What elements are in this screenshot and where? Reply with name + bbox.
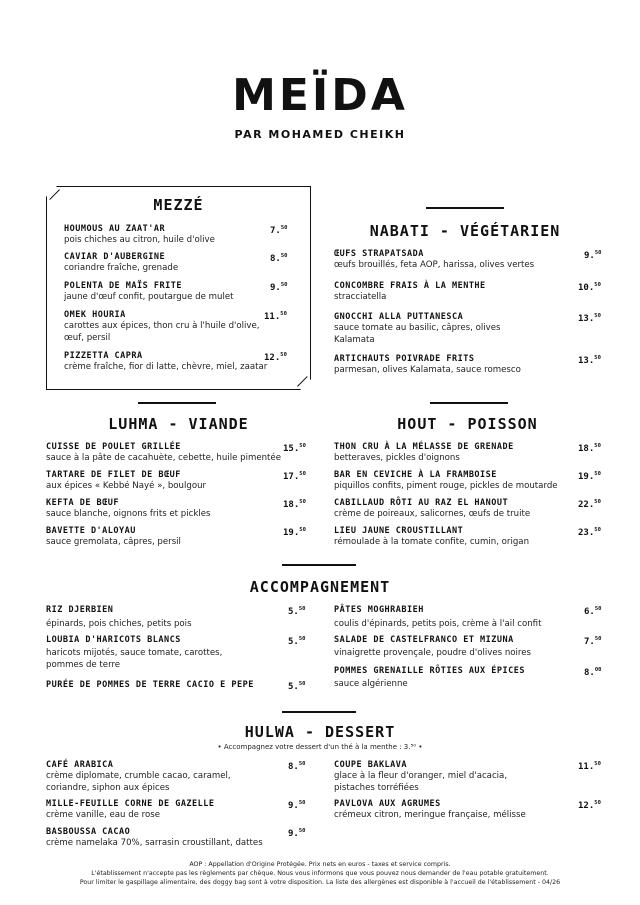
menu-item <box>334 497 574 521</box>
item-price: 9.50 <box>288 800 306 811</box>
item-price: 9.50 <box>584 250 602 261</box>
item-desc: glace à la fleur d'oranger, miel d'acacia, pistaches torréfiées <box>334 771 508 793</box>
menu-item <box>334 798 574 822</box>
item-price: 6.50 <box>584 606 602 617</box>
item-desc: jaune d'œuf confit, poutargue de mulet <box>64 292 234 302</box>
item-name: LIEU JAUNE CROUSTILLANT <box>334 526 464 536</box>
item-desc: parmesan, olives Kalamata, sauce romesco <box>334 365 521 375</box>
menu-item <box>334 665 579 691</box>
item-price: 12.50 <box>578 800 601 811</box>
item-desc: œufs brouillés, feta AOP, harissa, olives vertes <box>334 260 535 270</box>
menu-item <box>46 798 286 822</box>
section-rule <box>430 402 508 404</box>
item-name: LOUBIA D'HARICOTS BLANCS <box>46 635 181 645</box>
footer-legal-1: AOP : Appellation d'Origine Protégée. Prix nets en euros - taxes et service compris. <box>189 861 451 868</box>
restaurant-logo: MEÏDA <box>232 70 408 121</box>
item-price: 8.50 <box>288 761 306 772</box>
item-price: 11.50 <box>264 311 287 322</box>
dessert-tea-note: • Accompagnez votre dessert d'un thé à la menthe : 3.⁵⁰ • <box>217 743 423 751</box>
item-name: CAFÉ ARABICA <box>46 760 114 770</box>
item-price: 7.50 <box>584 636 602 647</box>
item-price: 13.50 <box>578 313 601 324</box>
item-price: 19.50 <box>283 527 306 538</box>
accompagnement-title: ACCOMPAGNEMENT <box>249 578 391 596</box>
item-name: PURÉE DE POMMES DE TERRE CACIO E PEPE <box>46 680 254 690</box>
item-desc: piquillos confits, piment rouge, pickles de moutarde <box>334 481 558 491</box>
section-rule <box>426 207 504 209</box>
item-price: 10.50 <box>578 282 601 293</box>
item-desc: haricots mijotés, sauce tomate, carottes, pommes de terre <box>46 648 223 670</box>
item-name: TARTARE DE FILET DE BŒUF <box>46 470 181 480</box>
item-name: RIZ DJERBIEN <box>46 605 114 615</box>
menu-item <box>334 634 574 660</box>
item-desc: aux épices « Kebbé Nayé », boulgour <box>46 481 207 491</box>
menu-item <box>334 759 534 794</box>
item-desc: crème vanille, eau de rose <box>46 810 161 820</box>
item-price: 15.50 <box>283 443 306 454</box>
item-name: COUPE BAKLAVA <box>334 760 408 770</box>
item-name: PÂTES MOGHRABIEH <box>334 605 424 615</box>
menu-item <box>46 525 276 549</box>
item-desc: rémoulade à la tomate confite, cumin, origan <box>334 537 530 547</box>
item-name: PIZZETTA CAPRA <box>64 351 143 361</box>
item-price: 17.50 <box>283 471 306 482</box>
item-desc: betteraves, pickles d'oignons <box>334 453 460 463</box>
item-desc: épinards, pois chiches, petits pois <box>46 619 192 629</box>
menu-item <box>46 826 286 850</box>
mezze-title: MEZZÉ <box>153 196 204 214</box>
item-price: 5.50 <box>288 606 306 617</box>
luhma-title: LUHMA - VIANDE <box>108 415 249 433</box>
item-desc: sauce gremolata, câpres, persil <box>46 537 181 547</box>
menu-item <box>334 604 574 631</box>
item-price: 5.50 <box>288 681 306 692</box>
item-desc: coulis d'épinards, petits pois, crème à l'ail confit <box>334 619 542 629</box>
item-desc: crémeux citron, meringue française, mélisse <box>334 810 526 820</box>
menu-item <box>46 679 286 691</box>
item-price: 12.50 <box>264 352 287 363</box>
menu-item <box>334 441 574 465</box>
item-desc: crème fraîche, fior di latte, chèvre, miel, zaatar <box>64 362 268 372</box>
footer-legal-2: L'établissement n'accepte pas les règlements par chèque. Nous vous informons que vous pouvez nous demander de l'eau potable gratuitement. <box>91 870 549 877</box>
hout-title: HOUT - POISSON <box>397 415 538 433</box>
item-name: POLENTA DE MAÏS FRITE <box>64 281 182 291</box>
menu-item <box>334 525 574 549</box>
item-name: BAVETTE D'ALOYAU <box>46 526 136 536</box>
menu-item <box>64 350 274 374</box>
item-desc: sauce blanche, oignons frits et pickles <box>46 509 211 519</box>
menu-item <box>46 634 256 671</box>
item-desc: pois chiches au citron, huile d'olive <box>64 235 215 245</box>
item-desc: sauce à la pâte de cacahuète, cebette, huile pimentée <box>46 453 282 463</box>
menu-item <box>334 469 574 493</box>
item-name: CONCOMBRE FRAIS À LA MENTHE <box>334 281 486 291</box>
menu-item <box>334 353 574 377</box>
hulwa-title: HULWA - DESSERT <box>244 723 396 741</box>
nabati-title: NABATI - VÉGÉTARIEN <box>369 222 561 240</box>
item-name: SALADE DE CASTELFRANCO ET MIZUNA <box>334 635 514 645</box>
item-desc: coriandre fraîche, grenade <box>64 263 179 273</box>
item-name: PAVLOVA AUX AGRUMES <box>334 799 441 809</box>
item-desc: crème namelaka 70%, sarrasin croustillant, dattes <box>46 838 263 848</box>
item-desc: sauce algérienne <box>334 679 408 689</box>
item-desc: stracciatella <box>334 292 387 302</box>
item-price: 9.50 <box>288 828 306 839</box>
item-desc: carottes aux épices, thon cru à l'huile d'olive, œuf, persil <box>64 321 260 343</box>
item-price: 8.00 <box>584 667 602 678</box>
item-desc: sauce tomate au basilic, câpres, olives Kalamata <box>334 323 501 345</box>
item-price: 18.50 <box>578 443 601 454</box>
footer-legal-3: Pour limiter le gaspillage alimentaire, des doggy bag sont à votre disposition. La liste des allergènes est disponible à l'accueil de l'établissement - 04/26 <box>79 879 561 886</box>
menu-item <box>64 251 264 275</box>
menu-item <box>46 497 276 521</box>
menu-item <box>334 248 574 272</box>
menu-item <box>334 280 574 304</box>
item-price: 5.50 <box>288 636 306 647</box>
item-desc: vinaigrette provençale, poudre d'olives noires <box>334 648 532 658</box>
item-price: 9.50 <box>270 282 288 293</box>
menu-item <box>64 309 269 344</box>
item-price: 8.50 <box>270 253 288 264</box>
item-price: 7.50 <box>270 225 288 236</box>
item-desc: crème de poireaux, salicornes, œufs de truite <box>334 509 531 519</box>
section-rule <box>282 564 356 566</box>
item-name: CUISSE DE POULET GRILLÉE <box>46 442 181 452</box>
item-price: 23.50 <box>578 527 601 538</box>
menu-item <box>64 280 264 304</box>
item-name: HOUMOUS AU ZAAT'AR <box>64 224 166 234</box>
menu-item <box>334 311 534 346</box>
item-name: POMMES GRENAILLE RÔTIES AUX ÉPICES <box>334 666 525 676</box>
menu-item <box>46 441 286 465</box>
menu-item <box>46 469 276 493</box>
section-rule <box>282 711 356 713</box>
item-name: BAR EN CEVICHE À LA FRAMBOISE <box>334 470 497 480</box>
item-name: KEFTA DE BŒUF <box>46 498 120 508</box>
section-rule <box>138 402 216 404</box>
item-name: GNOCCHI ALLA PUTTANESCA <box>334 312 464 322</box>
item-price: 22.50 <box>578 499 601 510</box>
item-name: CABILLAUD RÔTI AU RAZ EL HANOUT <box>334 498 509 508</box>
item-name: OMEK HOURIA <box>64 310 126 320</box>
menu-item <box>64 223 264 247</box>
item-price: 19.50 <box>578 471 601 482</box>
item-price: 13.50 <box>578 355 601 366</box>
item-name: MILLE-FEUILLE CORNE DE GAZELLE <box>46 799 215 809</box>
item-price: 18.50 <box>283 499 306 510</box>
item-name: THON CRU À LA MÉLASSE DE GRENADE <box>334 442 514 452</box>
item-name: ARTICHAUTS POIVRADE FRITS <box>334 354 475 364</box>
item-name: BASBOUSSA CACAO <box>46 827 131 837</box>
item-price: 11.50 <box>578 761 601 772</box>
item-desc: crème diplomate, crumble cacao, caramel, coriandre, siphon aux épices <box>46 771 231 793</box>
menu-item <box>46 604 276 631</box>
menu-item <box>46 759 256 794</box>
chef-subtitle: PAR MOHAMED CHEIKH <box>234 128 406 141</box>
item-name: ŒUFS STRAPATSADA <box>334 249 424 259</box>
item-name: CAVIAR D'AUBERGINE <box>64 252 166 262</box>
